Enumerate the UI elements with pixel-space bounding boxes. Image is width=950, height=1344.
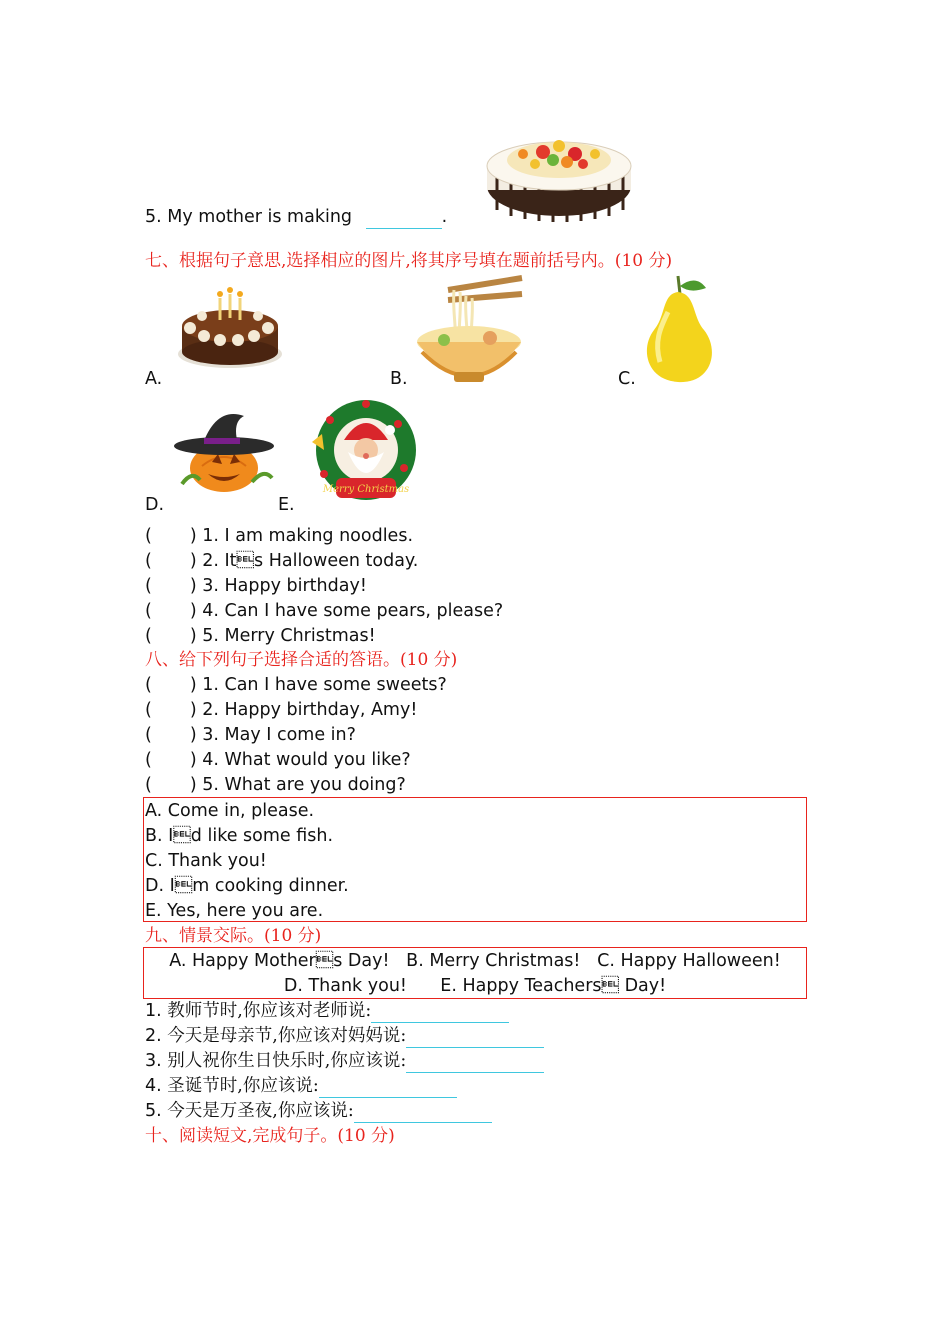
answer-option: C. Thank you! bbox=[145, 851, 267, 871]
section7-item bbox=[145, 525, 413, 547]
item-text: 3. Happy birthday! bbox=[202, 576, 367, 596]
open-paren: ( bbox=[145, 750, 152, 770]
section7-item bbox=[145, 550, 418, 572]
item-text: 今天是万圣夜,你应该说: bbox=[167, 1101, 354, 1121]
item-text: 2. Happy birthday, Amy! bbox=[202, 700, 418, 720]
item-text: 圣诞节时,你应该说: bbox=[167, 1076, 319, 1096]
item-text: 1. Can I have some sweets? bbox=[202, 675, 447, 695]
item-text: 5. What are you doing? bbox=[202, 775, 406, 795]
item-text: 别人祝你生日快乐时,你应该说: bbox=[167, 1051, 407, 1071]
open-paren: ( bbox=[145, 526, 152, 546]
open-paren: ( bbox=[145, 675, 152, 695]
item-number: 2. bbox=[145, 1026, 162, 1046]
item-text: 教师节时,你应该对老师说: bbox=[167, 1001, 372, 1021]
item-number: 3. bbox=[145, 1051, 162, 1071]
section7-heading: 七、根据句子意思,选择相应的图片,将其序号填在题前括号内。(10 分) bbox=[145, 251, 673, 271]
item-text: 2. Its Halloween today. bbox=[202, 551, 419, 571]
section9-options-line1: A. Happy Mothers Day! B. Merry Christmas! C. Happy Halloween! bbox=[169, 951, 781, 971]
open-paren: ( bbox=[145, 601, 152, 621]
item-number: 5. bbox=[145, 1101, 162, 1121]
section10-heading: 十、阅读短文,完成句子。(10 分) bbox=[145, 1126, 395, 1146]
christmas-wreath-icon bbox=[300, 398, 420, 512]
section7-item bbox=[145, 600, 503, 622]
answer-option: E. Yes, here you are. bbox=[145, 901, 324, 921]
close-paren: ) bbox=[189, 551, 197, 571]
section9-item bbox=[145, 1075, 457, 1098]
answer-option: D. Im cooking dinner. bbox=[145, 876, 349, 896]
open-paren: ( bbox=[145, 576, 152, 596]
close-paren: ) bbox=[189, 675, 197, 695]
section9-item bbox=[145, 1025, 544, 1048]
answer-blank[interactable] bbox=[406, 1050, 544, 1073]
close-paren: ) bbox=[189, 750, 197, 770]
item-text: 5. Merry Christmas! bbox=[202, 626, 376, 646]
open-paren: ( bbox=[145, 551, 152, 571]
answer-option: A. Come in, please. bbox=[145, 801, 315, 821]
close-paren: ) bbox=[189, 725, 197, 745]
answer-blank[interactable] bbox=[354, 1100, 492, 1123]
answer-option: B. Id like some fish. bbox=[145, 826, 334, 846]
open-paren: ( bbox=[145, 725, 152, 745]
noodles-bowl-icon bbox=[414, 272, 524, 386]
item-text: 4. Can I have some pears, please? bbox=[202, 601, 504, 621]
section8-item bbox=[145, 674, 447, 696]
close-paren: ) bbox=[189, 775, 197, 795]
section8-item bbox=[145, 749, 411, 771]
answer-blank[interactable] bbox=[366, 206, 442, 229]
section8-item bbox=[145, 699, 417, 721]
fruit-cake-icon bbox=[483, 124, 635, 224]
section7-item bbox=[145, 575, 367, 597]
item-text: 1. I am making noodles. bbox=[202, 526, 414, 546]
item-text: 4. What would you like? bbox=[202, 750, 411, 770]
q6-item-5-end: . bbox=[441, 207, 448, 227]
section8-heading: 八、给下列句子选择合适的答语。(10 分) bbox=[145, 650, 458, 670]
q6-item-5-text: 5. My mother is making bbox=[145, 207, 353, 227]
wreath-label: Merry Christmas bbox=[322, 484, 410, 495]
answer-blank[interactable] bbox=[406, 1025, 544, 1048]
section7-option-c: C. bbox=[618, 369, 636, 389]
open-paren: ( bbox=[145, 775, 152, 795]
halloween-pumpkin-icon bbox=[172, 408, 276, 498]
answer-blank[interactable] bbox=[319, 1075, 457, 1098]
section7-option-e: E. bbox=[278, 495, 295, 515]
section8-item bbox=[145, 774, 406, 796]
close-paren: ) bbox=[189, 526, 197, 546]
section8-item bbox=[145, 724, 356, 746]
section9-heading: 九、情景交际。(10 分) bbox=[145, 926, 322, 946]
answer-blank[interactable] bbox=[371, 1000, 509, 1023]
q6-item-5 bbox=[145, 206, 447, 229]
close-paren: ) bbox=[189, 626, 197, 646]
item-number: 1. bbox=[145, 1001, 162, 1021]
pear-icon bbox=[640, 272, 718, 386]
open-paren: ( bbox=[145, 700, 152, 720]
item-text: 3. May I come in? bbox=[202, 725, 356, 745]
close-paren: ) bbox=[189, 601, 197, 621]
section9-item bbox=[145, 1050, 544, 1073]
section7-option-a: A. bbox=[145, 369, 163, 389]
close-paren: ) bbox=[189, 576, 197, 596]
open-paren: ( bbox=[145, 626, 152, 646]
birthday-cake-icon bbox=[176, 284, 284, 372]
section9-item bbox=[145, 1100, 492, 1123]
section7-option-b: B. bbox=[390, 369, 408, 389]
item-number: 4. bbox=[145, 1076, 162, 1096]
section7-item bbox=[145, 625, 376, 647]
close-paren: ) bbox=[189, 700, 197, 720]
item-text: 今天是母亲节,你应该对妈妈说: bbox=[167, 1026, 407, 1046]
section7-option-d: D. bbox=[145, 495, 165, 515]
section9-item bbox=[145, 1000, 509, 1023]
section9-options-line2: D. Thank you! E. Happy Teachers Day! bbox=[283, 976, 667, 996]
